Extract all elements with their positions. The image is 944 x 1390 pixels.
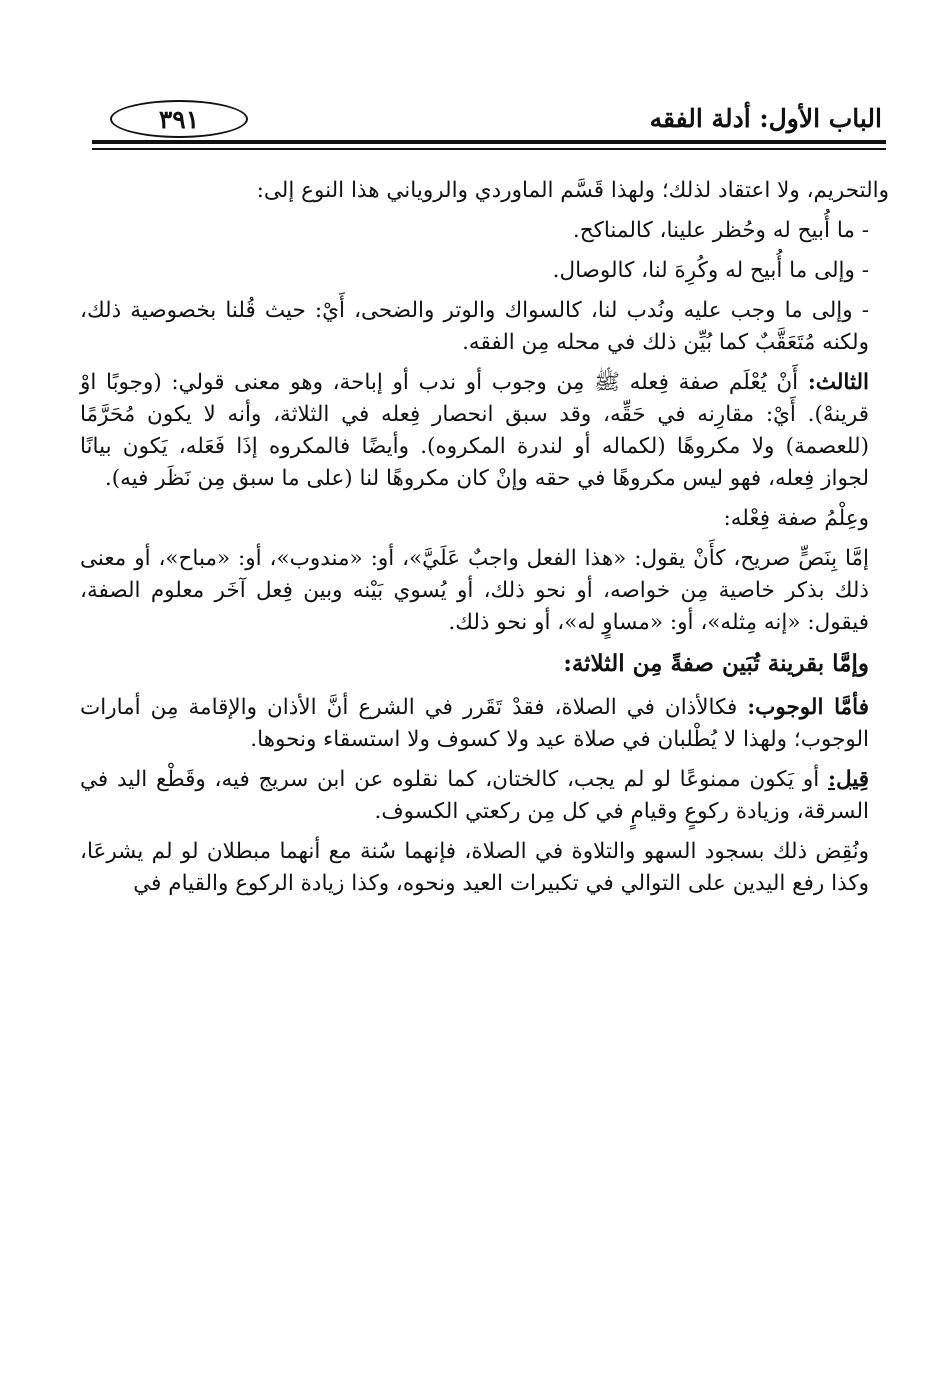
paragraph: ونُقِض ذلك بسجود السهو والتلاوة في الصلاة، فإنهما سُنة مع أنهما مبطلان لو لم يشرعَا، وكذا رفع اليدين على التوالي في تكبيرات العيد ونحوه، وكذا زيادة الركوع والقيام في [80, 838, 869, 896]
paragraph-lead: قِيل: [828, 766, 869, 792]
running-title: الباب الأول: أدلة الفقه [649, 104, 882, 133]
list-item: - وإلى ما أُبيح له وكُرِهَ لنا، كالوصال. [552, 258, 869, 284]
paragraph-lead: الثالث: [807, 370, 869, 396]
paragraph: الثالث: أَنْ يُعْلَم صفة فِعله ﷺ مِن وجوب أو ندب أو إباحة، وهو معنى قولي: (وجوبًا اوْ قرينهْ). أَيْ: مقارِنه في حَقِّه، وقد سبق انحصار فِعله في الثلاثة، وأنه لا يكون مُحَرَّمًا (للعصمة) ولا مكروهًا (لكماله أو لندرة المكروه). وأيضًا فالمكروه إذَا فَعَله، يَكون بيانًا لجواز فِعله، فهو ليس مكروهًا في حقه وإنْ كان مكروهًا لنا (على ما سبق مِن نَظَر فيه). [80, 370, 869, 492]
paragraph: وعِلْمُ صفة فِعْله: [723, 506, 869, 532]
paragraph: قِيل: أو يَكون ممنوعًا لو لم يجب، كالختان، كما نقلوه عن ابن سريج فيه، وقَطْع اليد في السرقة، وزيادة ركوعٍ وقيامٍ في كل مِن ركعتي الكسوف. [80, 766, 869, 824]
page-number-badge: ٣٩١ [110, 100, 248, 138]
paragraph: إمَّا بِنَصٍّ صريح، كأَنْ يقول: «هذا الفعل واجبٌ عَلَيَّ»، أو: «مندوب»، أو: «مباح»، أو معنى ذلك بذكر خاصية مِن خواصه، أو نحو ذلك، أو يُسوي بَيْنه وبين فِعل آخَر معلوم الصفة، فيقول: «إنه مِثله»، أو: «مساوٍ له»، أو نحو ذلك. [80, 546, 869, 636]
paragraph: فأمَّا الوجوب: فكالأذان في الصلاة، فقدْ تَقَرر في الشرع أنَّ الأذان والإقامة مِن أمارات الوجوب؛ ولهذا لا يُطْلبان في صلاة عيد ولا كسوف ولا استسقاء ونحوها. [80, 694, 869, 752]
header-rule-thick [92, 140, 886, 144]
list-item: - ما أُبيح له وحُظر علينا، كالمناكح. [572, 218, 869, 244]
paragraph-lead: فأمَّا الوجوب: [747, 694, 869, 720]
page-body [80, 175, 889, 908]
section-heading: وإمَّا بقرينة تُبَين صفةً مِن الثلاثة: [563, 650, 869, 678]
header-rule-thin [92, 148, 886, 150]
list-item: - وإلى ما وجب عليه ونُدب لنا، كالسواك والوتر والضحى، أَيْ: حيث قُلنا بخصوصية ذلك، ولكنه مُتَعَقَّبٌ كما بُيِّن ذلك في محله مِن الفقه. [80, 298, 869, 356]
paragraph: والتحريم، ولا اعتقاد لذلك؛ ولهذا قَسَّم الماوردي والروياني هذا النوع إلى: [256, 178, 889, 203]
